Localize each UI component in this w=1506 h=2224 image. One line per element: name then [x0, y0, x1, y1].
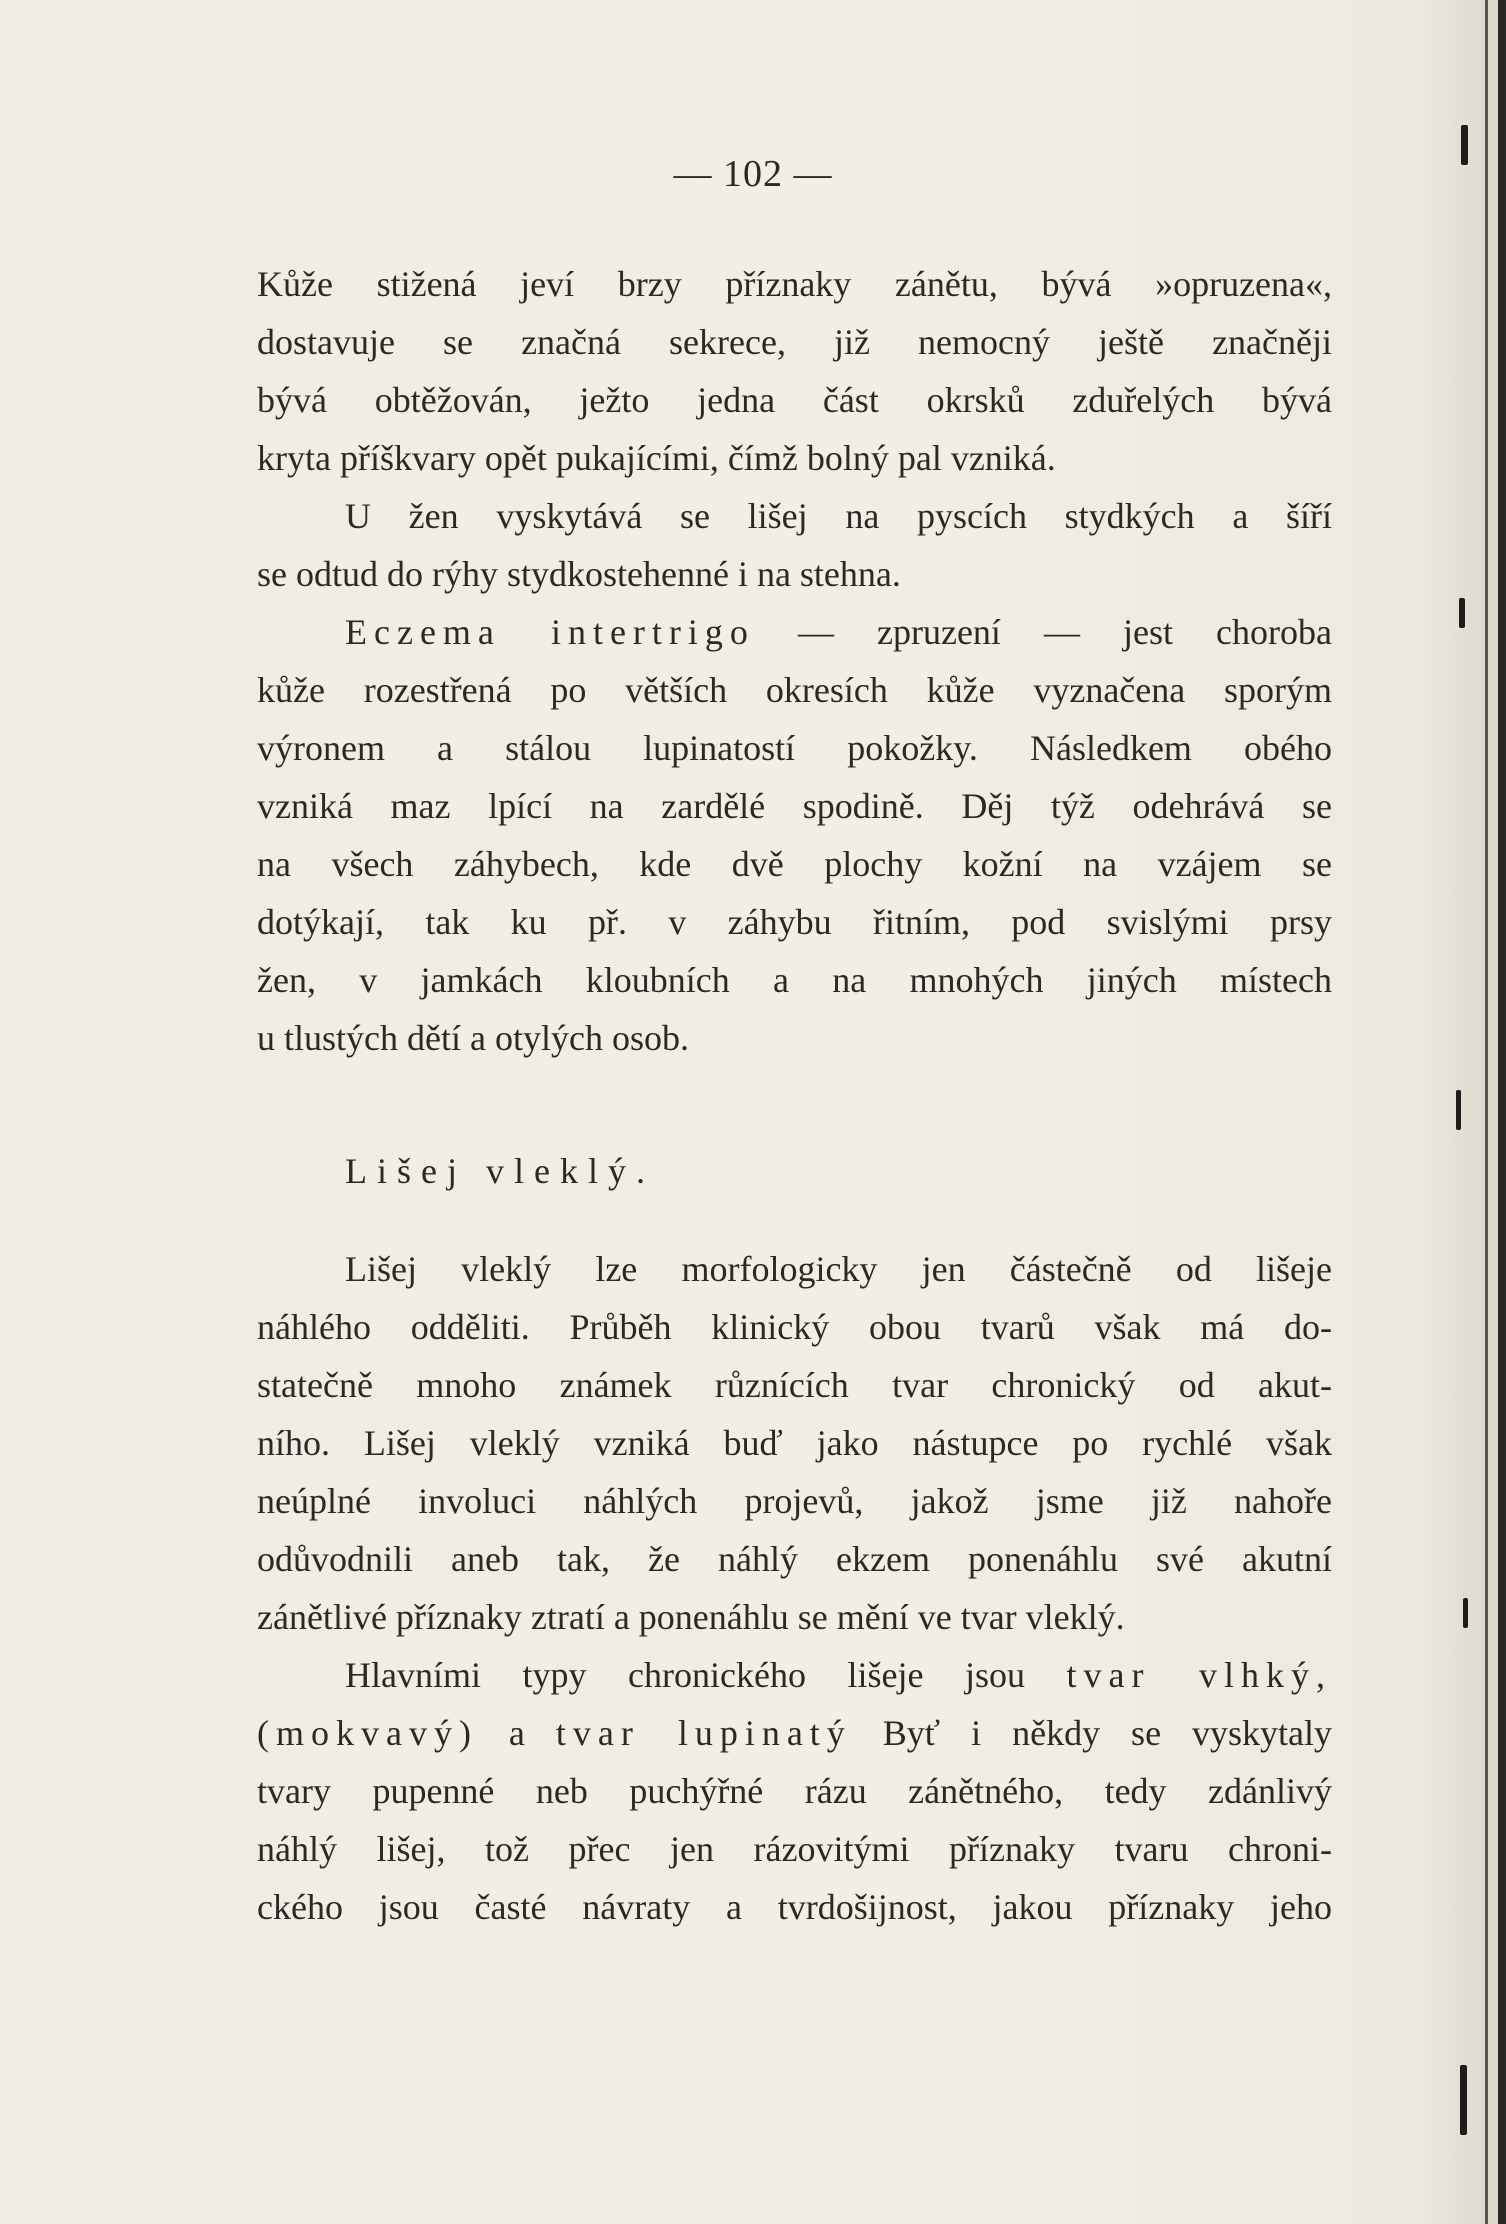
text-fragment: Byť i někdy se vyskytaly	[851, 1713, 1332, 1753]
text-line: dostavuje se značná sekrece, již nemocný ještě značněji	[257, 322, 1332, 362]
spaced-term: tvar vlhký,	[1066, 1655, 1333, 1695]
text-line: U žen vyskytává se lišej na pyscích stydkých a šíří	[345, 496, 1332, 536]
text-line: dotýkají, tak ku př. v záhybu řitním, pod svislými prsy	[257, 902, 1332, 942]
text-line: kryta příškvary opět pukajícími, čímž bolný pal vzniká.	[257, 438, 1056, 478]
text-line: náhlého odděliti. Průběh klinický obou tvarů však má do-	[257, 1307, 1332, 1347]
page-edge-shadow	[1485, 0, 1488, 2224]
text-line: se odtud do rýhy stydkostehenné i na stehna.	[257, 554, 901, 594]
text-line: u tlustých dětí a otylých osob.	[257, 1018, 689, 1058]
text-line: ního. Lišej vleklý vzniká buď jako nástupce po rychlé však	[257, 1423, 1332, 1463]
text-line: vzniká maz lpící na zardělé spodině. Děj týž odehrává se	[257, 786, 1332, 826]
text-line: na všech záhybech, kde dvě plochy kožní na vzájem se	[257, 844, 1332, 884]
text-line: kůže rozestřená po větších okresích kůže vyznačena sporým	[257, 670, 1332, 710]
scan-artifact-mark	[1459, 598, 1465, 628]
text-line: tvary pupenné neb puchýřné rázu zánětného, tedy zdánlivý	[257, 1771, 1332, 1811]
text-line: statečně mnoho známek různících tvar chronický od akut-	[257, 1365, 1332, 1405]
scan-artifact-mark	[1460, 2065, 1467, 2135]
page-number: — 102 —	[673, 153, 833, 195]
text-line: bývá obtěžován, ježto jedna část okrsků zduřelých bývá	[257, 380, 1332, 420]
scan-artifact-mark	[1456, 1090, 1461, 1130]
text-fragment: — zpruzení — jest choroba	[754, 612, 1332, 652]
text-line: Kůže stižená jeví brzy příznaky zánětu, bývá »opruzena«,	[257, 264, 1332, 304]
text-line	[345, 603, 1332, 661]
text-fragment: Hlavními typy chronického lišeje jsou	[345, 1655, 1025, 1695]
text-line: výronem a stálou lupinatostí pokožky. Následkem obého	[257, 728, 1332, 768]
text-line: Lišej vleklý lze morfologicky jen částečně od lišeje	[345, 1249, 1332, 1289]
text-line	[345, 1646, 1332, 1704]
section-heading: Lišej vleklý.	[345, 1151, 655, 1191]
spaced-term: tvar lupinatý	[555, 1713, 852, 1753]
text-line: neúplné involuci náhlých projevů, jakož jsme již nahoře	[257, 1481, 1332, 1521]
text-line: náhlý lišej, tož přec jen rázovitými příznaky tvaru chroni-	[257, 1829, 1332, 1869]
page-edge-binding	[1498, 0, 1506, 2224]
spaced-term: Eczema intertrigo	[345, 612, 755, 652]
text-line: ckého jsou časté návraty a tvrdošijnost, jakou příznaky jeho	[257, 1887, 1332, 1927]
text-line	[257, 1704, 1332, 1762]
text-line: žen, v jamkách kloubních a na mnohých jiných místech	[257, 960, 1332, 1000]
text-line: odůvodnili aneb tak, že náhlý ekzem ponenáhlu své akutní	[257, 1539, 1332, 1579]
text-fragment: a	[477, 1713, 556, 1753]
scan-artifact-mark	[1463, 1598, 1468, 1628]
text-line: zánětlivé příznaky ztratí a ponenáhlu se mění ve tvar vleklý.	[257, 1597, 1125, 1637]
spaced-term: (mokvavý)	[257, 1713, 478, 1753]
